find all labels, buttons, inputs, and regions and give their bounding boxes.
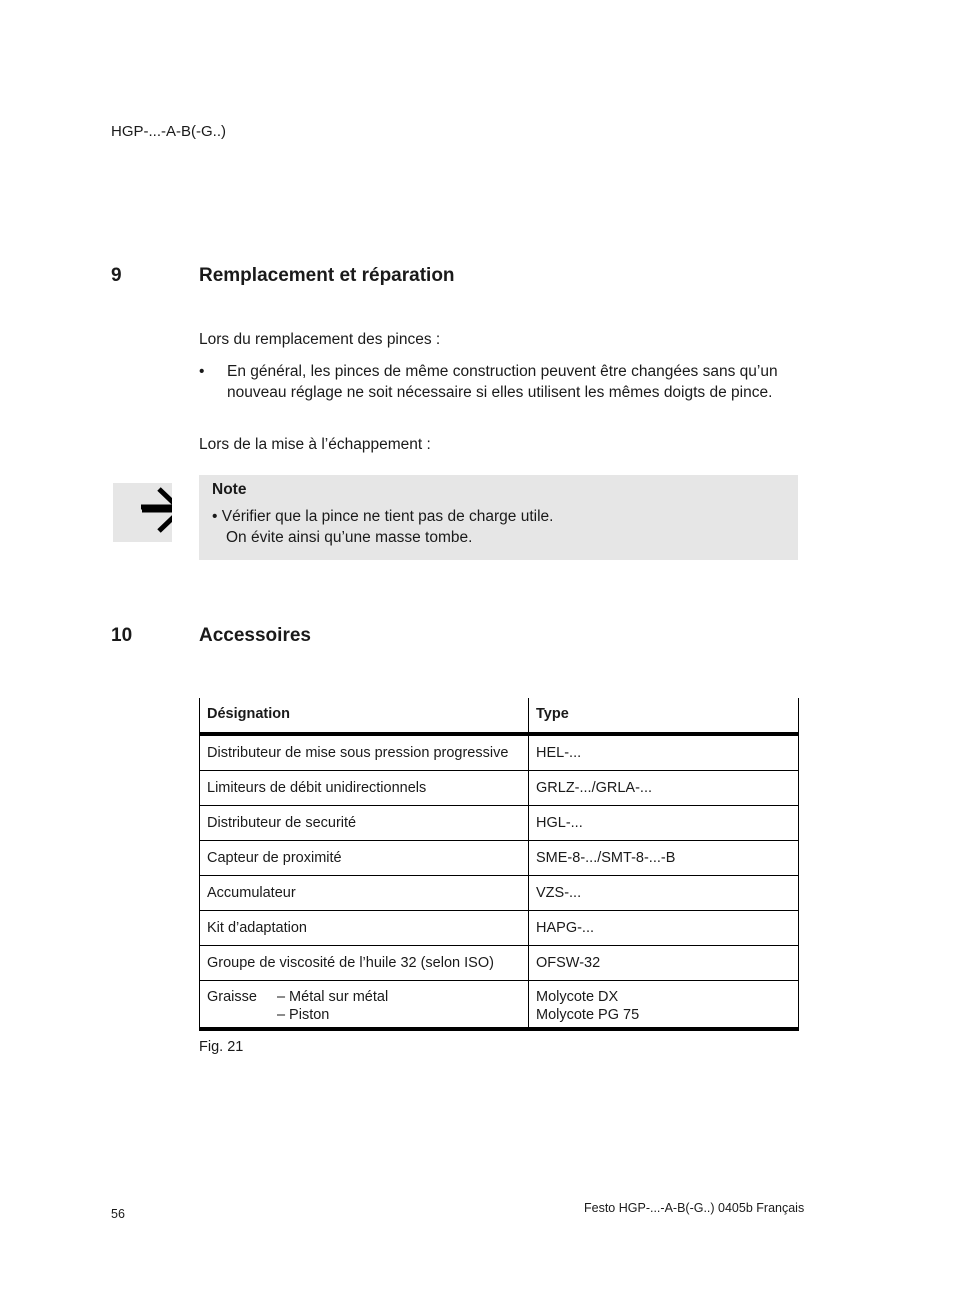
table-row (200, 806, 799, 841)
bullet-symbol: • (199, 363, 205, 380)
section-10-title: Accessoires (199, 625, 311, 646)
cell-designation-grease (200, 981, 529, 1029)
grease-type-2: Molycote PG 75 (536, 1007, 640, 1023)
figure-caption: Fig. 21 (199, 1039, 244, 1055)
grease-label: Graisse (207, 989, 257, 1005)
note-box (199, 475, 798, 560)
section-10-number: 10 (111, 625, 133, 646)
table-row (200, 771, 799, 806)
note-bullet: • Vérifier que la pince ne tient pas de charge utile. (212, 508, 554, 525)
footer-doc-ref: Festo HGP-...-A-B(-G..) 0405b Français (584, 1201, 805, 1215)
grease-subtypes (277, 988, 388, 1024)
cell-designation: Distributeur de mise sous pression progressive (200, 734, 529, 771)
cell-type: HGL-... (529, 806, 799, 841)
cell-designation: Limiteurs de débit unidirectionnels (200, 771, 529, 806)
cell-designation: Distributeur de securité (200, 806, 529, 841)
note-line2: On évite ainsi qu’une masse tombe. (226, 529, 473, 546)
cell-type: VZS-... (529, 876, 799, 911)
cell-type: HAPG-... (529, 911, 799, 946)
cell-designation: Kit d’adaptation (200, 911, 529, 946)
replacement-intro: Lors du remplacement des pinces : (199, 331, 441, 348)
arrow-right-icon (113, 483, 172, 542)
grease-sub-piston: – Piston (276, 1007, 330, 1023)
column-header-designation: Désignation (200, 698, 529, 734)
cell-designation: Capteur de proximité (200, 841, 529, 876)
table-row-grease (200, 981, 799, 1029)
section-9-title: Remplacement et réparation (199, 265, 455, 286)
replacement-bullet-text: En général, les pinces de même construction peuvent être changées sans qu’un nouveau réglage ne soit nécessaire si elles utilisent les mêmes doigts de pince. (227, 363, 778, 401)
cell-type: HEL-... (529, 734, 799, 771)
section-9-number: 9 (111, 265, 122, 286)
cell-type: OFSW-32 (529, 946, 799, 981)
table-row (200, 841, 799, 876)
cell-designation: Accumulateur (200, 876, 529, 911)
exhaust-intro: Lors de la mise à l’échappement : (199, 436, 431, 453)
column-header-type: Type (529, 698, 799, 734)
table-header-row (200, 698, 799, 734)
table-row (200, 876, 799, 911)
cell-type: GRLZ-.../GRLA-... (529, 771, 799, 806)
grease-type-1: Molycote DX (536, 989, 619, 1005)
grease-sub-metal: – Métal sur métal (276, 989, 389, 1005)
accessories-table (199, 698, 799, 1031)
cell-designation: Groupe de viscosité de l’huile 32 (selon ISO) (200, 946, 529, 981)
document-code-header: HGP-...-A-B(-G..) (111, 123, 226, 140)
table-row (200, 946, 799, 981)
table-row (200, 734, 799, 771)
note-icon-box (113, 483, 172, 542)
cell-type: SME-8-.../SMT-8-...-B (529, 841, 799, 876)
page-number: 56 (111, 1207, 125, 1221)
note-title: Note (212, 481, 247, 498)
table-row (200, 911, 799, 946)
cell-type-grease (529, 981, 799, 1029)
